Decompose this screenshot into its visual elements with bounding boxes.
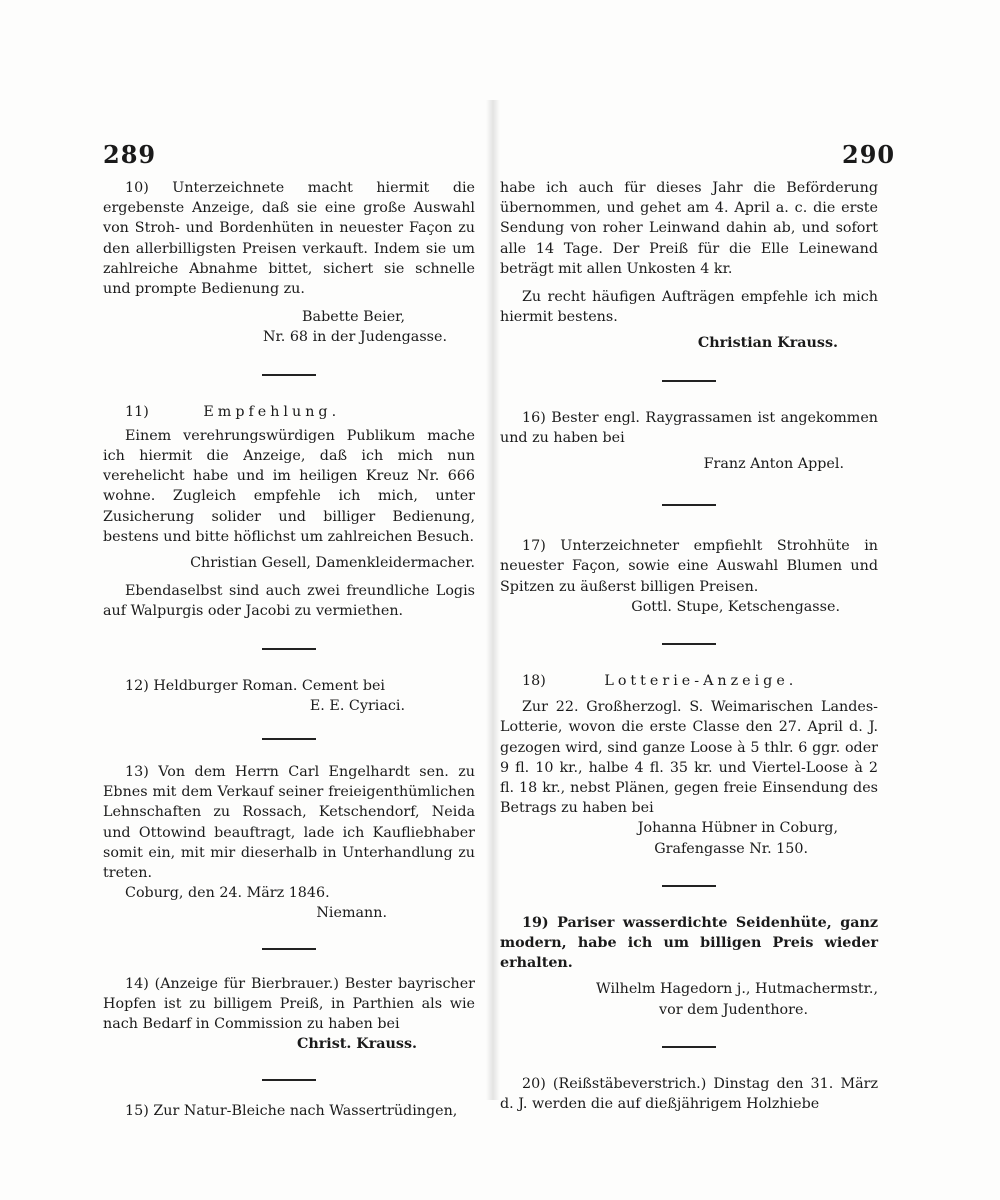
ad-10-signature: Babette Beier,	[302, 309, 405, 326]
ad-15-text: 15) Zur Natur-Bleiche nach Wassertrüdingen,	[125, 1102, 458, 1119]
ad-15-continued-text2: Zu recht häufigen Aufträgen empfehle ich mich hiermit bestens.	[500, 289, 878, 326]
ad-18-number: 18)	[522, 673, 546, 690]
ad-17-text: 17) Unterzeichneter empfiehlt Strohhüte in neuester Façon, sowie eine Auswahl Blumen und Spitzen zu äußerst billigen Preisen.	[500, 538, 878, 595]
ad-18-heading: Lotterie-Anzeige.	[604, 673, 798, 690]
separator-rule	[262, 648, 316, 650]
left-column	[103, 178, 475, 1121]
ad-11-note: Ebendaselbst sind auch zwei freundliche Logis auf Walpurgis oder Jacobi zu vermiethen.	[103, 583, 475, 620]
separator-rule	[662, 885, 716, 887]
ad-11-text: Einem verehrungswürdigen Publikum mache ich hiermit die Anzeige, daß ich mich nun verehelicht habe und im heiligen Kreuz Nr. 666 wohne. Zugleich empfehle ich mich, unter Zusicherung solider und billiger Bedienung, bestens und bitte höflichst um zahlreichen Besuch.	[103, 427, 475, 545]
ad-13-signature: Niemann.	[316, 905, 387, 922]
page-gutter-shadow	[486, 100, 500, 1100]
ad-18-heading-line	[500, 671, 878, 691]
ad-11-signature: Christian Gesell, Damenkleidermacher.	[190, 555, 475, 572]
ad-19-text: 19) Pariser wasserdichte Seidenhüte, ganz modern, habe ich um billigen Preis wieder erhalten.	[500, 914, 878, 972]
ad-16-text: 16) Bester engl. Raygrassamen ist angekommen und zu haben bei	[500, 409, 878, 446]
separator-rule	[262, 948, 316, 950]
ad-11-heading-line	[103, 402, 475, 422]
ad-16-signature: Franz Anton Appel.	[703, 456, 844, 473]
page-number-right: 290	[842, 140, 896, 169]
separator-rule	[262, 738, 316, 740]
separator-rule	[662, 380, 716, 382]
ad-10-text: 10) Unterzeichnete macht hiermit die ergebenste Anzeige, daß sie eine große Auswahl von Stroh- und Bordenhüten in neuester Façon zu den allerbilligsten Preisen verkauft. Indem sie um zahlreiche Abnahme bittet, sichert sie schnelle und prompte Bedienung zu.	[103, 180, 475, 298]
ad-14-text: 14) (Anzeige für Bierbrauer.) Bester bayrischer Hopfen ist zu billigem Preiß, in Parthien als wie nach Bedarf in Commission zu haben bei	[103, 975, 475, 1033]
right-column	[500, 178, 878, 1114]
ad-15-continued-text: habe ich auch für dieses Jahr die Beförderung übernommen, und gehet am 4. April a. c. die erste Sendung von roher Leinwand dahin ab, und sofort alle 14 Tage. Der Preiß für die Elle Leinewand beträgt mit allen Unkosten 4 kr.	[500, 180, 878, 277]
ad-10-address: Nr. 68 in der Judengasse.	[262, 329, 447, 346]
separator-rule	[662, 1046, 716, 1048]
ad-11-number: 11)	[125, 403, 149, 420]
ad-18-signature1: Johanna Hübner in Coburg,	[637, 820, 838, 837]
ad-18-signature2: Grafengasse Nr. 150.	[654, 840, 808, 857]
ad-14-signature: Christ. Krauss.	[296, 1036, 417, 1053]
separator-rule	[662, 643, 716, 645]
separator-rule	[262, 1079, 316, 1081]
ad-13-text: 13) Von dem Herrn Carl Engelhardt sen. zu Ebnes mit dem Verkauf seiner freieigenthümlichen Lehnschaften zu Rossach, Ketschendorf, Neida und Ottowind beauftragt, lade ich Kaufliebhaber somit ein, mit mir dieserhalb in Unterhandlung zu treten.	[103, 764, 475, 882]
ad-19-signature1: Wilhelm Hagedorn j., Hutmachermstr.,	[596, 981, 878, 998]
ad-17-signature: Gottl. Stupe, Ketschengasse.	[631, 598, 840, 615]
ad-20-text: 20) (Reißstäbeverstrich.) Dinstag den 31. März d. J. werden die auf dießjährigem Holzhiebe	[500, 1075, 878, 1113]
ad-18-text: Zur 22. Großherzogl. S. Weimarischen Landes-Lotterie, wovon die erste Classe den 27. April d. J. gezogen wird, sind ganze Loose à 5 thlr. 6 ggr. oder 9 fl. 10 kr., halbe 4 fl. 35 kr. und Viertel-Loose à 2 fl. 18 kr., nebst Plänen, gegen freie Einsendung des Betrags zu haben bei	[500, 699, 878, 817]
separator-rule	[662, 504, 716, 506]
ad-13-dateline: Coburg, den 24. März 1846.	[125, 885, 330, 902]
ad-12-line1: 12) Heldburger Roman. Cement bei	[125, 677, 386, 694]
ad-12-line2: E. E. Cyriaci.	[309, 697, 405, 714]
ad-15-signature: Christian Krauss.	[697, 335, 838, 352]
ad-11-heading: Empfehlung.	[203, 403, 341, 420]
page-number-left: 289	[103, 140, 157, 169]
ad-19-signature2: vor dem Judenthore.	[659, 1001, 808, 1018]
separator-rule	[262, 374, 316, 376]
